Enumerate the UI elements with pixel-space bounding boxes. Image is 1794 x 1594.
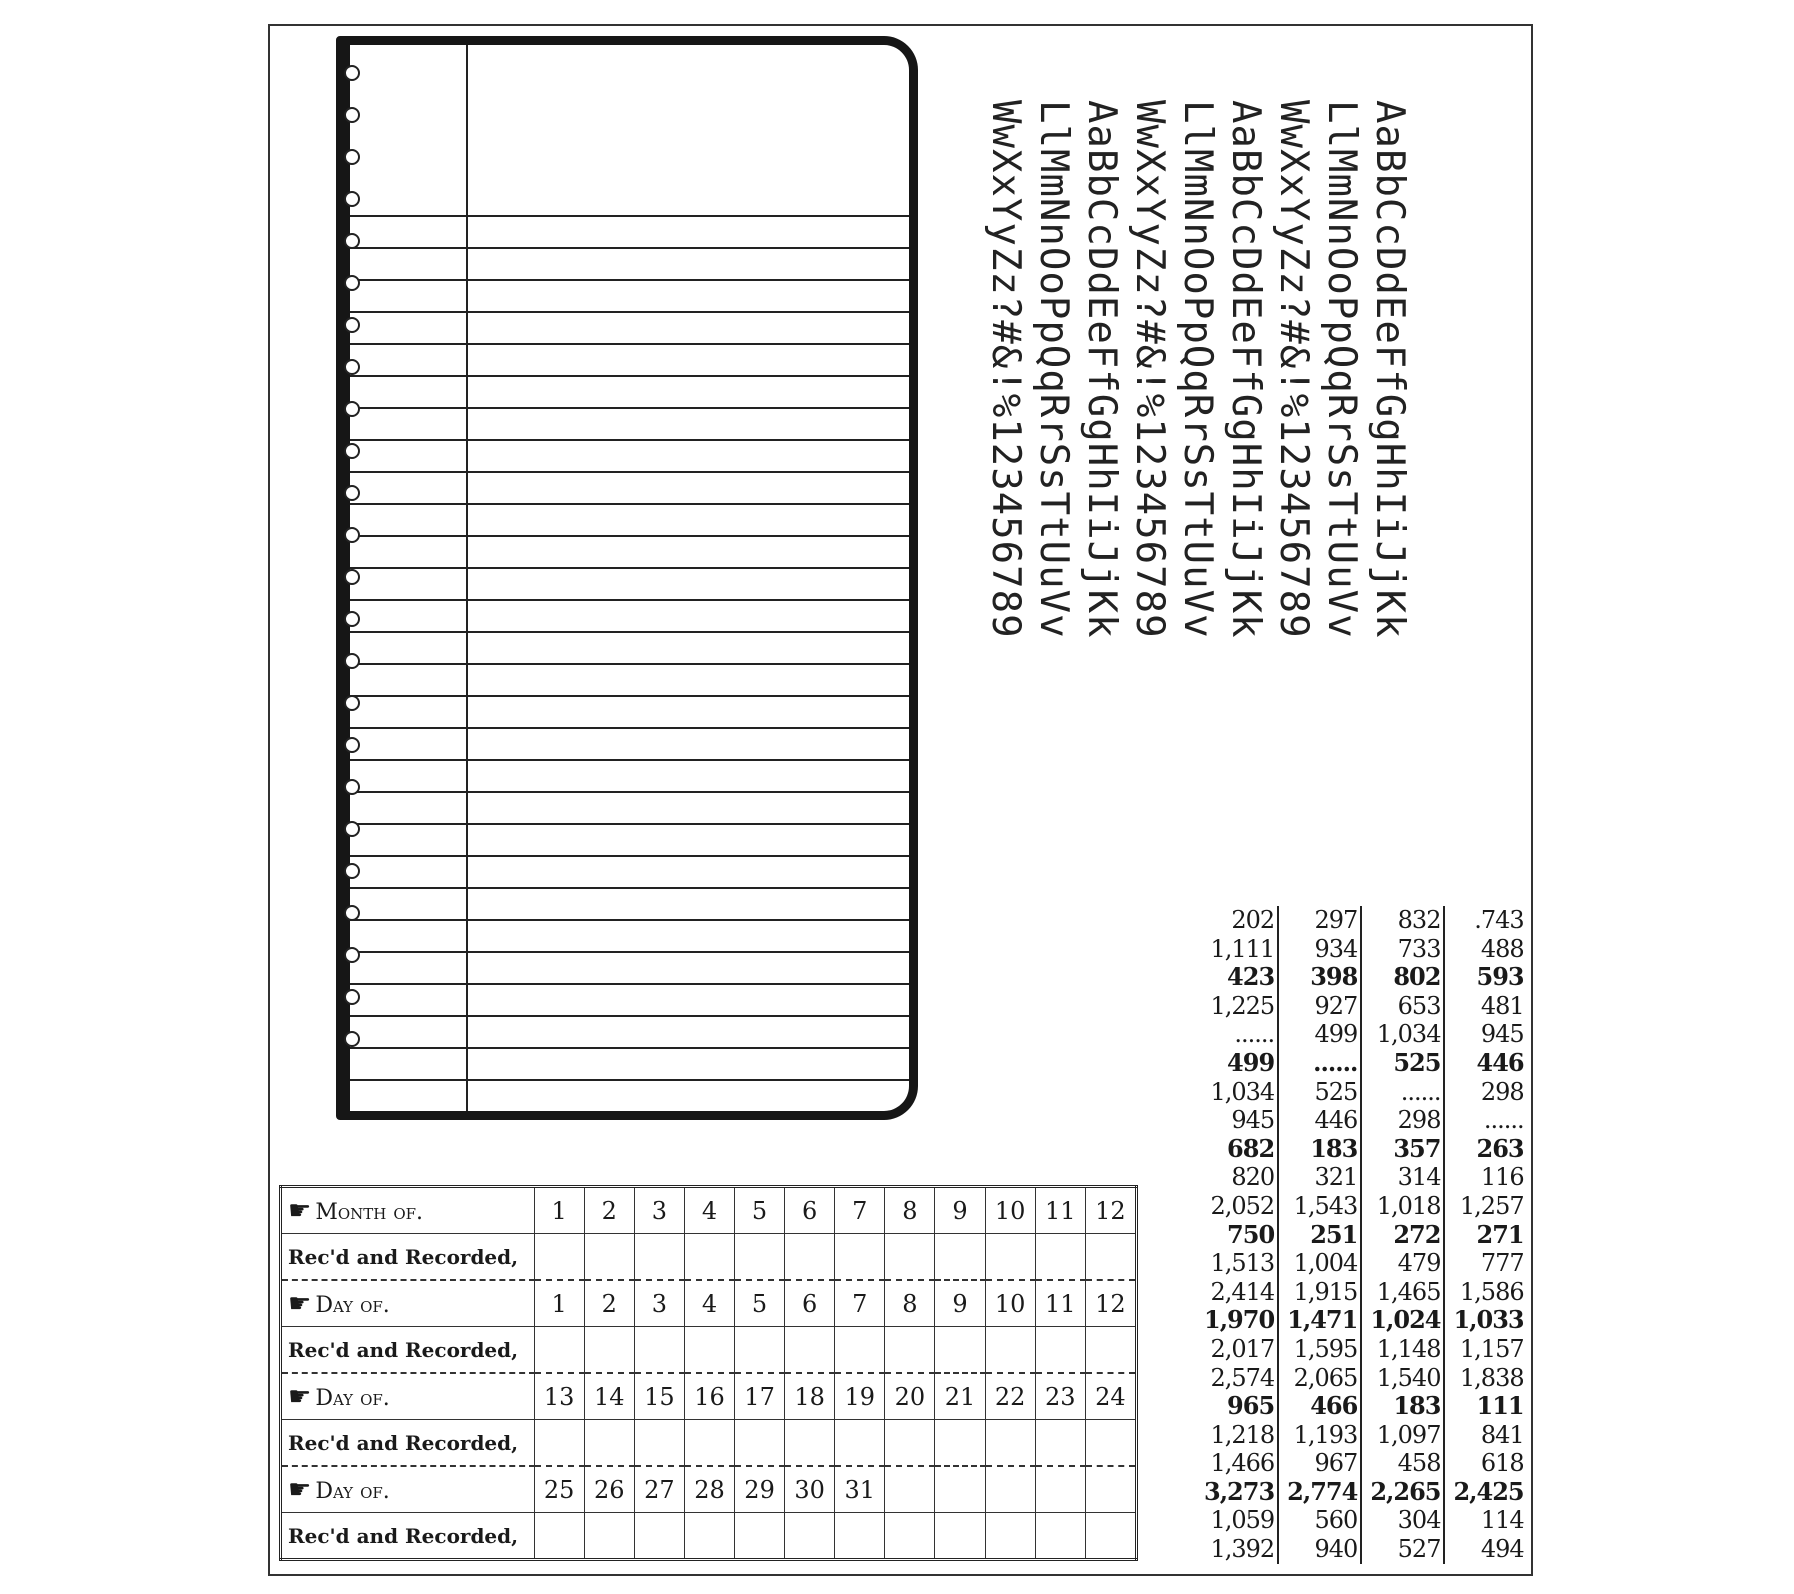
number-row [1196,1249,1527,1278]
ledger-cell: 5 [735,1187,785,1234]
binder-hole [344,191,360,207]
number-cell: 1,540 [1361,1364,1444,1393]
ledger-cell [735,1420,785,1467]
number-cell: 965 [1196,1392,1278,1421]
ledger-cell [935,1513,985,1560]
ledger-label-text: Month of. [315,1199,424,1225]
ledger-cell [935,1420,985,1467]
number-cell: 1,915 [1278,1278,1361,1307]
number-cell: 1,033 [1453,1305,1524,1335]
ledger-cell [1035,1466,1085,1513]
number-cell: 2,065 [1278,1364,1361,1393]
ledger-label [281,1466,535,1513]
number-cell: 116 [1480,1163,1524,1192]
ledger-cell: 24 [1085,1373,1136,1420]
number-cell: 1,034 [1196,1078,1278,1107]
alphabet-column: LlMmNnOoPpQqRrSsTtUuVv [1031,100,1076,639]
ledger-cell: 12 [1085,1187,1136,1234]
ledger-cell [584,1234,634,1281]
number-row [1196,1478,1527,1507]
ledger-row [281,1327,1137,1374]
ledger-cell: 26 [584,1466,634,1513]
ledger-cell: 18 [785,1373,835,1420]
number-cell: 1,471 [1278,1306,1361,1335]
number-cell: 271 [1476,1219,1524,1249]
binder-hole [344,863,360,879]
binder-hole [344,947,360,963]
number-cell: 802 [1361,963,1444,992]
ledger-cell: 13 [534,1373,584,1420]
number-cell: 494 [1480,1535,1524,1564]
binder-hole [344,653,360,669]
ledger-label-text: Rec'd and Recorded, [288,1244,519,1269]
number-cell: 357 [1361,1135,1444,1164]
alphabet-column: AaBbCcDdEeFfGgHhIiJjKk [1079,100,1124,639]
number-cell: 1,513 [1196,1249,1278,1278]
ledger-cell: 17 [735,1373,785,1420]
number-cell: 481 [1480,991,1524,1020]
ledger-cell [785,1420,835,1467]
number-cell: .743 [1474,906,1524,934]
number-row [1196,1221,1527,1250]
number-cell: 527 [1361,1535,1444,1564]
number-cell: 1,392 [1196,1535,1278,1564]
ledger-cell [1035,1420,1085,1467]
binder-hole [344,149,360,165]
number-cell: 297 [1278,906,1361,935]
ledger-cell [835,1420,885,1467]
ledger-label-text: Day of. [315,1478,390,1504]
number-row [1196,1506,1527,1535]
ledger-cell [1035,1513,1085,1560]
ledger-label [281,1327,535,1374]
binder-hole [344,821,360,837]
number-cell: 446 [1476,1047,1524,1077]
number-cell: 1,225 [1196,992,1278,1021]
number-cell: 183 [1278,1135,1361,1164]
ledger-cell: 21 [935,1373,985,1420]
binder-hole [344,443,360,459]
alphabet-column: WwXxYyZz?#&!%123456789 [1271,100,1316,639]
ledger-cell [634,1234,684,1281]
alphabet-column: LlMmNnOoPpQqRrSsTtUuVv [1319,100,1364,639]
number-cell: 1,034 [1361,1020,1444,1049]
ledger-cell: 23 [1035,1373,1085,1420]
ledger-cell: 2 [584,1280,634,1327]
ledger-label-text: Rec'd and Recorded, [288,1430,519,1455]
number-cell: 927 [1278,992,1361,1021]
number-row [1196,935,1527,964]
ledger-cell [885,1513,935,1560]
ledger-cell [785,1327,835,1374]
ledger-cell [985,1466,1035,1513]
number-cell: 423 [1196,963,1278,992]
number-cell: 499 [1278,1020,1361,1049]
binder-hole [344,65,360,81]
number-row [1196,1421,1527,1450]
binder-hole [344,317,360,333]
number-cell: 934 [1278,935,1361,964]
ledger-cell: 16 [684,1373,734,1420]
binder-hole [344,527,360,543]
number-row [1196,1163,1527,1192]
number-cell: 945 [1480,1020,1524,1049]
ledger-label-text: Rec'd and Recorded, [288,1523,519,1548]
number-cell: 560 [1278,1506,1361,1535]
number-row [1196,1020,1527,1049]
ledger-cell: 25 [534,1466,584,1513]
number-cell: ...... [1483,1106,1524,1135]
ledger-label [281,1234,535,1281]
margin-line [466,45,468,1111]
number-cell: 304 [1361,1506,1444,1535]
number-cell: 1,097 [1361,1421,1444,1450]
ledger-cell [835,1513,885,1560]
pointing-hand-icon: ☛ [288,1474,312,1505]
ledger-cell [584,1327,634,1374]
ledger-label [281,1280,535,1327]
ledger-cell [785,1234,835,1281]
number-cell: 458 [1361,1449,1444,1478]
ledger-cell [935,1327,985,1374]
ledger-row [281,1466,1137,1513]
binder-hole [344,779,360,795]
number-cell: 202 [1196,906,1278,935]
number-cell: 1,543 [1278,1192,1361,1221]
ledger-cell [684,1234,734,1281]
alphabet-stamp [983,100,1412,870]
number-cell: 499 [1196,1049,1278,1078]
number-row [1196,1449,1527,1478]
number-cell: 114 [1480,1506,1524,1535]
number-cell: 2,265 [1361,1478,1444,1507]
alphabet-column: AaBbCcDdEeFfGgHhIiJjKk [1367,100,1412,639]
ledger-table [279,1185,1138,1561]
ledger-row [281,1234,1137,1281]
ledger-cell [634,1420,684,1467]
number-cell: 1,218 [1196,1421,1278,1450]
notebook-page-stamp [336,36,918,1120]
ledger-cell [735,1327,785,1374]
number-cell: 1,157 [1459,1334,1524,1363]
number-cell: 466 [1278,1392,1361,1421]
number-cell: 1,018 [1361,1192,1444,1221]
ledger-cell: 1 [534,1280,584,1327]
number-cell: 820 [1196,1163,1278,1192]
ledger-cell [684,1513,734,1560]
number-row [1196,906,1527,935]
ledger-cell [634,1327,684,1374]
ledger-cell: 8 [885,1187,935,1234]
binder-hole [344,737,360,753]
number-row [1196,1106,1527,1135]
number-cell: 251 [1278,1221,1361,1250]
ledger-cell: 8 [885,1280,935,1327]
number-cell: 593 [1476,962,1524,992]
number-cell: 2,017 [1196,1335,1278,1364]
ledger-label [281,1187,535,1234]
ledger-cell: 28 [684,1466,734,1513]
number-cell: 479 [1361,1249,1444,1278]
ledger-label-text: Day of. [315,1385,390,1411]
ledger-row [281,1373,1137,1420]
number-cell: 1,257 [1459,1191,1524,1220]
ledger-cell: 27 [634,1466,684,1513]
number-cell: 653 [1361,992,1444,1021]
number-cell: 2,052 [1196,1192,1278,1221]
number-cell: 682 [1196,1135,1278,1164]
number-cell: ...... [1278,1049,1361,1078]
ledger-cell [1085,1327,1136,1374]
ledger-cell [785,1513,835,1560]
ledger-cell: 10 [985,1187,1035,1234]
number-cell: 1,586 [1459,1277,1524,1306]
ledger-cell [985,1234,1035,1281]
number-cell: 1,465 [1361,1278,1444,1307]
number-row [1196,1335,1527,1364]
pointing-hand-icon: ☛ [288,1288,312,1319]
ledger-cell: 12 [1085,1280,1136,1327]
binder-hole [344,611,360,627]
ledger-label-text: Day of. [315,1292,390,1318]
ledger-cell [1085,1513,1136,1560]
number-cell: 1,148 [1361,1335,1444,1364]
number-cell: 2,574 [1196,1364,1278,1393]
number-cell: 263 [1476,1133,1524,1163]
ledger-cell [885,1420,935,1467]
ledger-label [281,1420,535,1467]
binder-hole [344,695,360,711]
ledger-cell [684,1420,734,1467]
number-cell: 1,193 [1278,1421,1361,1450]
number-row [1196,1306,1527,1335]
binder-hole [344,107,360,123]
ledger-cell [885,1234,935,1281]
ledger-cell [835,1327,885,1374]
alphabet-column: AaBbCcDdEeFfGgHhIiJjKk [1223,100,1268,639]
number-cell: 2,414 [1196,1278,1278,1307]
number-row [1196,1078,1527,1107]
binder-hole [344,989,360,1005]
ledger-cell [1085,1234,1136,1281]
ledger-cell: 2 [584,1187,634,1234]
number-cell: 1,111 [1196,935,1278,964]
number-cell: 777 [1480,1249,1524,1278]
number-cell: ...... [1361,1078,1444,1107]
ledger-cell: 6 [785,1280,835,1327]
binder-hole [344,275,360,291]
ledger-cell: 31 [835,1466,885,1513]
ledger-label [281,1513,535,1560]
ledger-cell [985,1420,1035,1467]
number-row [1196,1392,1527,1421]
number-cell: 750 [1196,1221,1278,1250]
ledger-cell: 30 [785,1466,835,1513]
number-row [1196,1049,1527,1078]
ledger-cell: 4 [684,1280,734,1327]
ledger-cell [584,1420,634,1467]
ledger-cell [935,1234,985,1281]
ledger-cell [935,1466,985,1513]
number-cell: 1,466 [1196,1449,1278,1478]
alphabet-column: WwXxYyZz?#&!%123456789 [1127,100,1172,639]
number-cell: 3,273 [1196,1478,1278,1507]
ledger-cell [735,1234,785,1281]
binder-hole [344,569,360,585]
pointing-hand-icon: ☛ [288,1195,312,1226]
number-cell: 618 [1480,1449,1524,1478]
ledger-row [281,1187,1137,1234]
binder-hole [344,233,360,249]
ledger-cell [885,1466,935,1513]
ledger-cell [1035,1234,1085,1281]
ledger-cell [1085,1466,1136,1513]
ledger-label-text: Rec'd and Recorded, [288,1337,519,1362]
number-cell: 183 [1361,1392,1444,1421]
number-cell: 446 [1278,1106,1361,1135]
number-cell: 272 [1361,1221,1444,1250]
number-cell: 832 [1361,906,1444,935]
ledger-cell [534,1420,584,1467]
alphabet-column: LlMmNnOoPpQqRrSsTtUuVv [1175,100,1220,639]
ledger-cell [735,1513,785,1560]
ledger-cell [534,1513,584,1560]
number-cell: 945 [1196,1106,1278,1135]
number-cell: 525 [1278,1078,1361,1107]
number-cell: 1,970 [1196,1306,1278,1335]
number-cell: 1,059 [1196,1506,1278,1535]
ledger-cell: 11 [1035,1187,1085,1234]
ledger-cell: 22 [985,1373,1035,1420]
number-row [1196,1192,1527,1221]
ledger-cell [534,1327,584,1374]
number-cell: 1,004 [1278,1249,1361,1278]
ledger-row [281,1420,1137,1467]
number-cell: 488 [1480,934,1524,963]
ledger-cell [584,1513,634,1560]
ledger-cell: 6 [785,1187,835,1234]
number-cell: 967 [1278,1449,1361,1478]
pointing-hand-icon: ☛ [288,1381,312,1412]
ledger-row [281,1513,1137,1560]
number-cell: 2,425 [1453,1476,1524,1506]
binder-hole [344,401,360,417]
ledger-cell [634,1513,684,1560]
number-cell: 111 [1476,1391,1524,1421]
number-cell: 525 [1361,1049,1444,1078]
number-row [1196,1535,1527,1564]
ledger-cell: 5 [735,1280,785,1327]
ledger-label [281,1373,535,1420]
number-cell: 398 [1278,963,1361,992]
ledger-cell [985,1327,1035,1374]
ledger-cell [684,1327,734,1374]
ledger-cell: 10 [985,1280,1035,1327]
ledger-row [281,1280,1137,1327]
binder-hole [344,485,360,501]
ledger-cell: 29 [735,1466,785,1513]
binder-hole [344,1031,360,1047]
number-row [1196,963,1527,992]
ledger-cell: 1 [534,1187,584,1234]
number-cell: 733 [1361,935,1444,964]
ledger-cell [534,1234,584,1281]
numbers-column-stamp [1196,906,1527,1564]
ledger-cell: 19 [835,1373,885,1420]
number-row [1196,1135,1527,1164]
ledger-cell: 11 [1035,1280,1085,1327]
number-cell: 1,024 [1361,1306,1444,1335]
ledger-cell [1035,1327,1085,1374]
number-row [1196,1364,1527,1393]
number-row [1196,1278,1527,1307]
ledger-cell: 7 [835,1280,885,1327]
ledger-cell: 7 [835,1187,885,1234]
ledger-cell: 20 [885,1373,935,1420]
ledger-cell [885,1327,935,1374]
ledger-cell: 3 [634,1280,684,1327]
number-cell: 1,595 [1278,1335,1361,1364]
ledger-cell [835,1234,885,1281]
number-row [1196,992,1527,1021]
number-cell: 314 [1361,1163,1444,1192]
number-cell: 298 [1361,1106,1444,1135]
ledger-cell [985,1513,1035,1560]
ledger-cell [1085,1420,1136,1467]
number-cell: 321 [1278,1163,1361,1192]
binder-hole [344,905,360,921]
binder-hole [344,359,360,375]
ledger-cell: 9 [935,1280,985,1327]
ledger-cell: 14 [584,1373,634,1420]
number-cell: 2,774 [1278,1478,1361,1507]
ledger-cell: 15 [634,1373,684,1420]
ledger-cell: 9 [935,1187,985,1234]
number-cell: 841 [1480,1420,1524,1449]
ledger-cell: 4 [684,1187,734,1234]
number-cell: 1,838 [1459,1363,1524,1392]
alphabet-column: WwXxYyZz?#&!%123456789 [983,100,1028,639]
number-cell: ...... [1196,1020,1278,1049]
ledger-cell: 3 [634,1187,684,1234]
number-cell: 940 [1278,1535,1361,1564]
number-cell: 298 [1480,1077,1524,1106]
